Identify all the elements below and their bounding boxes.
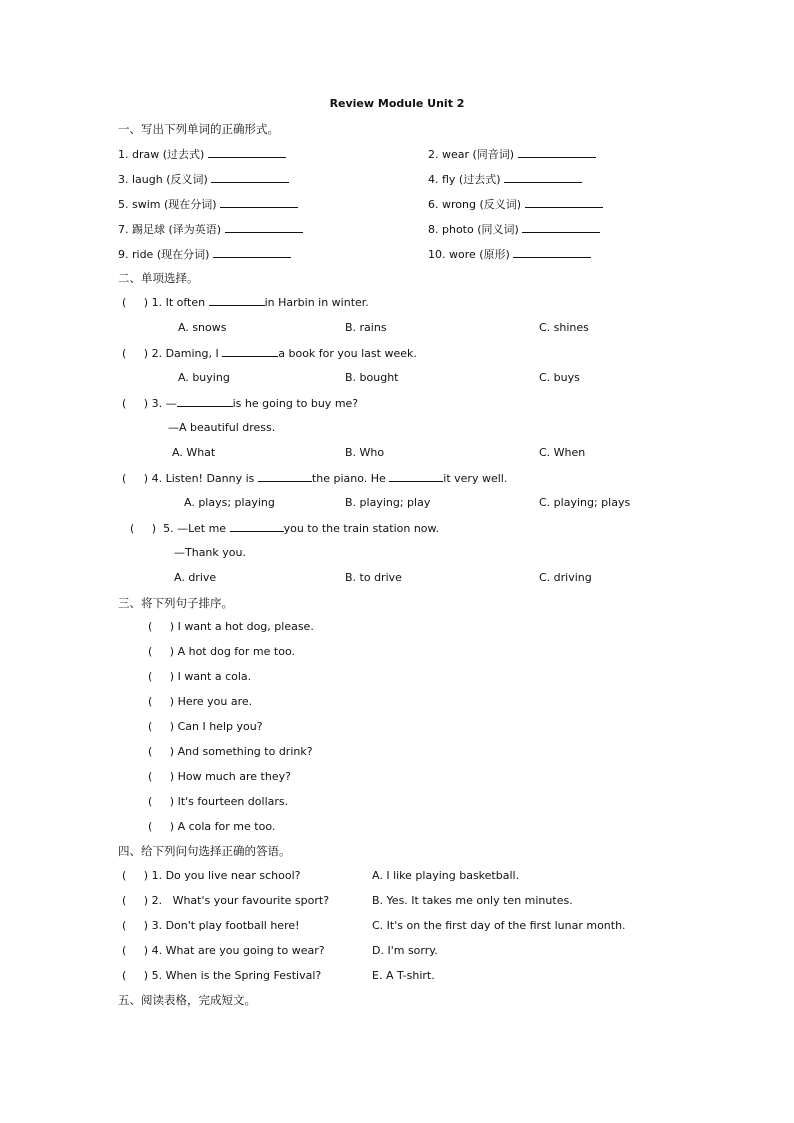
answer-paren[interactable]: ( ) (148, 795, 175, 808)
option-b[interactable]: B. to drive (345, 571, 402, 584)
answer-paren[interactable]: ( ) (148, 770, 175, 783)
answer-blank[interactable] (513, 247, 591, 258)
word-item-7: 7. 踢足球 (译为英语) (118, 222, 303, 237)
answer-paren[interactable]: ( ) (122, 894, 149, 907)
answer-paren[interactable]: ( ) (122, 969, 149, 982)
matching-answer: A. I like playing basketball. (372, 869, 520, 882)
word-item-6: 6. wrong (反义词) (428, 197, 603, 212)
answer-blank[interactable] (504, 172, 582, 183)
word-item-9: 9. ride (现在分词) (118, 247, 291, 262)
section-2-heading: 二、单项选择。 (118, 271, 199, 285)
option-b[interactable]: B. playing; play (345, 496, 431, 509)
answer-paren[interactable]: ( ) (148, 720, 175, 733)
answer-paren[interactable]: ( ) (122, 347, 149, 360)
option-a[interactable]: A. What (172, 446, 216, 459)
section-5-heading: 五、阅读表格，完成短文。 (118, 993, 256, 1007)
word-item-2: 2. wear (同音词) (428, 147, 596, 162)
matching-answer: E. A T-shirt. (372, 969, 435, 982)
answer-blank[interactable] (525, 197, 603, 208)
matching-question: ( ) 5. When is the Spring Festival? (122, 969, 322, 982)
answer-paren[interactable]: ( ) (122, 296, 149, 309)
answer-paren[interactable]: ( ) (148, 645, 175, 658)
mc-question-2: ( ) 2. Daming, I a book for you last week. (122, 347, 417, 360)
answer-paren[interactable]: ( ) (148, 820, 175, 833)
answer-blank[interactable] (230, 521, 284, 532)
mc-question-1: ( ) 1. It often in Harbin in winter. (122, 296, 369, 309)
answer-blank[interactable] (518, 147, 596, 158)
answer-paren[interactable]: ( ) (148, 745, 175, 758)
answer-paren[interactable]: ( ) (148, 695, 175, 708)
matching-answer: C. It's on the first day of the first lunar month. (372, 919, 626, 932)
section-1-heading: 一、写出下列单词的正确形式。 (118, 122, 279, 136)
answer-paren[interactable]: ( ) (122, 869, 149, 882)
mc-question-4: ( ) 4. Listen! Danny is the piano. He it very well. (122, 472, 508, 485)
answer-blank[interactable] (222, 346, 278, 357)
word-item-8: 8. photo (同义词) (428, 222, 600, 237)
answer-blank[interactable] (209, 295, 265, 306)
answer-blank[interactable] (211, 172, 289, 183)
answer-paren[interactable]: ( ) (148, 670, 175, 683)
ordering-item: ( ) And something to drink? (148, 745, 313, 758)
option-c[interactable]: C. buys (539, 371, 580, 384)
answer-paren[interactable]: ( ) (122, 472, 149, 485)
word-item-1: 1. draw (过去式) (118, 147, 286, 162)
word-item-5: 5. swim (现在分词) (118, 197, 298, 212)
dialogue-reply: —A beautiful dress. (168, 421, 276, 434)
ordering-item: ( ) It's fourteen dollars. (148, 795, 289, 808)
ordering-item: ( ) A hot dog for me too. (148, 645, 295, 658)
matching-answer: D. I'm sorry. (372, 944, 438, 957)
option-c[interactable]: C. playing; plays (539, 496, 631, 509)
answer-paren[interactable]: ( ) (122, 944, 149, 957)
option-b[interactable]: B. bought (345, 371, 399, 384)
word-item-3: 3. laugh (反义词) (118, 172, 289, 187)
ordering-item: ( ) A cola for me too. (148, 820, 276, 833)
option-b[interactable]: B. Who (345, 446, 385, 459)
option-b[interactable]: B. rains (345, 321, 387, 334)
answer-blank[interactable] (220, 197, 298, 208)
answer-blank[interactable] (213, 247, 291, 258)
option-c[interactable]: C. driving (539, 571, 592, 584)
matching-question: ( ) 3. Don't play football here! (122, 919, 300, 932)
ordering-item: ( ) I want a cola. (148, 670, 252, 683)
option-a[interactable]: A. plays; playing (184, 496, 275, 509)
answer-paren[interactable]: ( ) (148, 620, 175, 633)
ordering-item: ( ) I want a hot dog, please. (148, 620, 314, 633)
ordering-item: ( ) Can I help you? (148, 720, 263, 733)
matching-question: ( ) 2. What's your favourite sport? (122, 894, 330, 907)
mc-question-3: ( ) 3. — is he going to buy me? (122, 397, 359, 410)
ordering-item: ( ) Here you are. (148, 695, 253, 708)
answer-blank[interactable] (225, 222, 303, 233)
option-a[interactable]: A. buying (178, 371, 230, 384)
answer-paren[interactable]: ( ) (122, 919, 149, 932)
page-title: Review Module Unit 2 (329, 97, 465, 110)
section-4-heading: 四、给下列问句选择正确的答语。 (118, 844, 291, 858)
answer-blank[interactable] (177, 396, 233, 407)
option-c[interactable]: C. When (539, 446, 586, 459)
answer-blank[interactable] (522, 222, 600, 233)
word-item-10: 10. wore (原形) (428, 247, 591, 262)
answer-blank[interactable] (208, 147, 286, 158)
option-a[interactable]: A. snows (178, 321, 227, 334)
answer-blank[interactable] (389, 471, 443, 482)
matching-answer: B. Yes. It takes me only ten minutes. (372, 894, 573, 907)
answer-paren[interactable]: ( ) (130, 522, 157, 535)
matching-question: ( ) 4. What are you going to wear? (122, 944, 325, 957)
option-c[interactable]: C. shines (539, 321, 589, 334)
answer-paren[interactable]: ( ) (122, 397, 149, 410)
ordering-item: ( ) How much are they? (148, 770, 291, 783)
answer-blank[interactable] (258, 471, 312, 482)
option-a[interactable]: A. drive (174, 571, 217, 584)
matching-question: ( ) 1. Do you live near school? (122, 869, 301, 882)
dialogue-reply: —Thank you. (174, 546, 246, 559)
word-item-4: 4. fly (过去式) (428, 172, 582, 187)
section-3-heading: 三、将下列句子排序。 (118, 596, 233, 610)
mc-question-5: ( ) 5. —Let me you to the train station now. (130, 522, 440, 535)
